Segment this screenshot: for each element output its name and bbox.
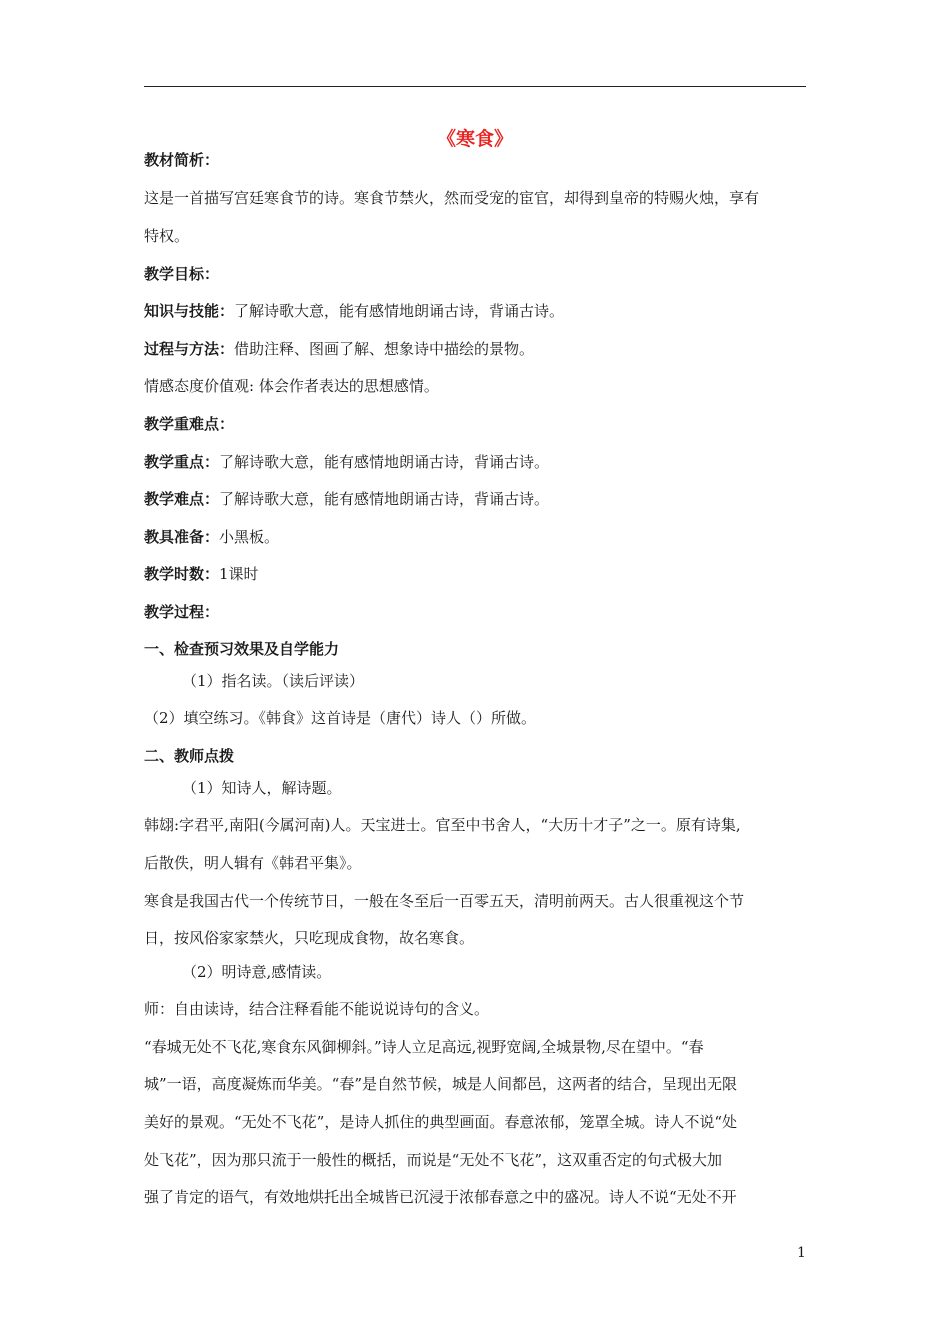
text-line <box>144 639 824 659</box>
text-line <box>144 264 824 284</box>
bold-label: 二、教师点拨 <box>144 747 235 765</box>
text-line <box>144 928 824 948</box>
text-line <box>144 1187 824 1207</box>
bold-label: 知识与技能： <box>144 302 235 320</box>
bold-label: 教学目标： <box>144 265 220 283</box>
text-line <box>144 853 824 873</box>
text-run: 这是一首描写宫廷寒食节的诗。寒食节禁火，然而受宠的宦官，却得到皇帝的特赐火烛，享有 <box>144 189 760 207</box>
text-run: 1课时 <box>219 565 259 583</box>
text-line <box>182 778 862 798</box>
text-line <box>144 1074 824 1094</box>
bold-label: 一、检查预习效果及自学能力 <box>144 640 340 658</box>
text-line <box>144 414 824 434</box>
text-run: 强了肯定的语气，有效地烘托出全城皆已沉浸于浓郁春意之中的盛况。诗人不说“无处不开 <box>144 1188 737 1206</box>
text-line <box>182 671 862 691</box>
text-line <box>144 564 824 584</box>
bold-label: 教具准备： <box>144 528 220 546</box>
text-line <box>144 150 824 170</box>
text-line <box>144 188 824 208</box>
bold-label: 过程与方法： <box>144 340 235 358</box>
text-line <box>144 452 824 472</box>
text-run: 借助注释、图画了解、想象诗中描绘的景物。 <box>234 340 535 358</box>
text-run: 了解诗歌大意，能有感情地朗诵古诗，背诵古诗。 <box>219 453 550 471</box>
text-line <box>144 602 824 622</box>
text-run: 了解诗歌大意，能有感情地朗诵古诗，背诵古诗。 <box>219 490 550 508</box>
text-line <box>182 962 862 982</box>
text-line <box>144 301 824 321</box>
bold-label: 教学难点： <box>144 490 220 508</box>
text-line <box>144 339 824 359</box>
text-run: 日，按风俗家家禁火，只吃现成食物，故名寒食。 <box>144 929 475 947</box>
text-line <box>144 226 824 246</box>
document-title: 《寒食》 <box>436 128 513 150</box>
text-line <box>144 999 824 1019</box>
bold-label: 教学重点： <box>144 453 220 471</box>
text-run: 特权。 <box>144 227 190 245</box>
text-run: 小黑板。 <box>219 528 280 546</box>
text-line <box>144 708 824 728</box>
text-line <box>144 1112 824 1132</box>
text-run: 寒食是我国古代一个传统节日，一般在冬至后一百零五天，清明前两天。古人很重视这个节 <box>144 892 745 910</box>
text-line <box>144 376 824 396</box>
text-line <box>144 1150 824 1170</box>
text-run: “春城无处不飞花,寒食东风御柳斜。”诗人立足高远,视野宽阔,全城景物,尽在望中。“春 <box>144 1038 704 1056</box>
text-run: （1）知诗人，解诗题。 <box>182 779 342 797</box>
text-run: 后散佚，明人辑有《韩君平集》。 <box>144 854 362 872</box>
text-line <box>144 891 824 911</box>
text-line <box>144 746 824 766</box>
text-run: （2）填空练习。《韩食》这首诗是（唐代）诗人（）所做。 <box>144 709 537 727</box>
bold-label: 教学过程： <box>144 603 220 621</box>
text-run: （2）明诗意,感情读。 <box>182 963 332 981</box>
text-line <box>144 527 824 547</box>
text-run: 城”一语，高度凝炼而华美。“春”是自然节候，城是人间都邑，这两者的结合，呈现出无限 <box>144 1075 738 1093</box>
bold-label: 教学重难点： <box>144 415 235 433</box>
header-rule <box>144 86 806 87</box>
text-run: 处飞花”，因为那只流于一般性的概括，而说是“无处不飞花”，这双重否定的句式极大加 <box>144 1151 723 1169</box>
text-run: 美好的景观。“无处不飞花”，是诗人抓住的典型画面。春意浓郁，笼罩全城。诗人不说“处 <box>144 1113 738 1131</box>
text-run: 韩翃:字君平,南阳(今属河南)人。天宝进士。官至中书舍人，“大历十才子”之一。原有诗集, <box>144 816 741 834</box>
bold-label: 教材简析： <box>144 151 220 169</box>
text-run: 师：自由读诗，结合注释看能不能说说诗句的含义。 <box>144 1000 490 1018</box>
text-run: 情感态度价值观: 体会作者表达的思想感情。 <box>144 377 439 395</box>
bold-label: 教学时数： <box>144 565 220 583</box>
text-run: 了解诗歌大意，能有感情地朗诵古诗，背诵古诗。 <box>234 302 565 320</box>
page-number: 1 <box>797 1245 806 1261</box>
text-line <box>144 1037 824 1057</box>
text-line <box>144 489 824 509</box>
text-run: （1）指名读。（读后评读） <box>182 672 365 690</box>
text-line <box>144 815 824 835</box>
